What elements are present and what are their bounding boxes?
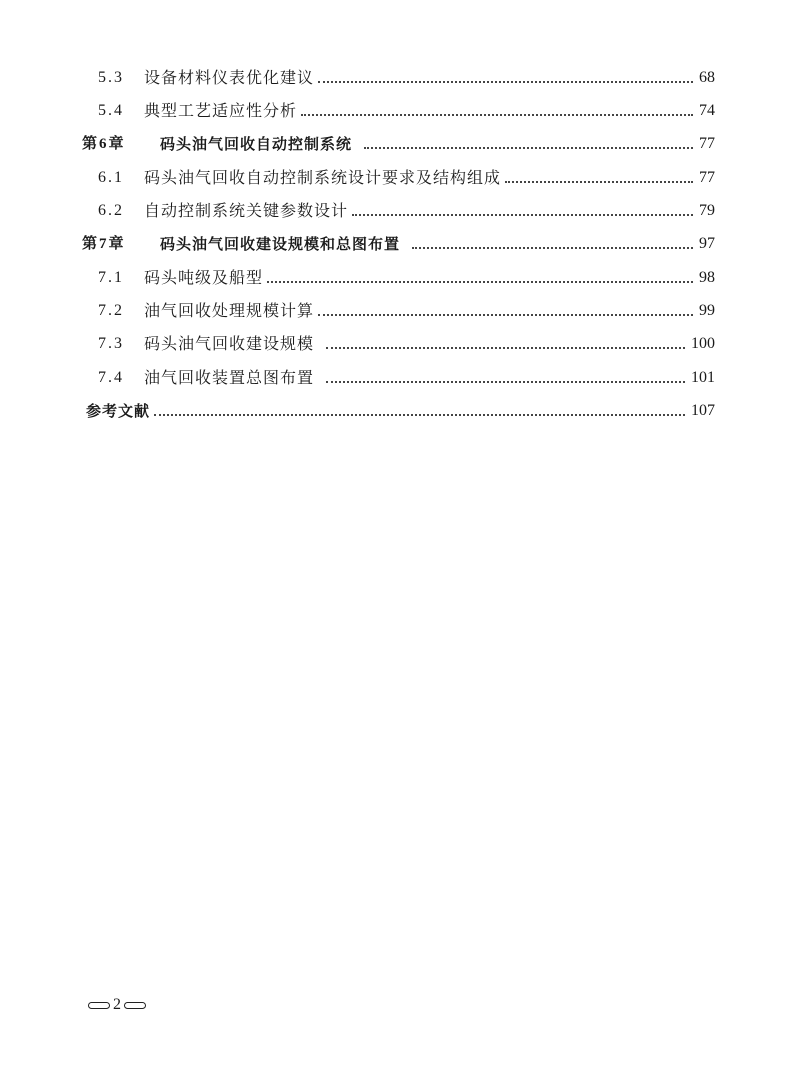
toc-page-number: 68 (699, 69, 715, 86)
toc-number: 7.3 (98, 335, 124, 352)
toc-title: 油气回收处理规模计算 (144, 301, 315, 320)
page-ornament-right-icon (124, 1002, 146, 1009)
page-footer (88, 996, 146, 1014)
dot-leader (267, 281, 693, 283)
toc-entry-5-4[interactable] (98, 95, 715, 121)
toc-page-number: 107 (691, 402, 715, 419)
references-title: 参考文献 (86, 402, 151, 420)
dot-leader (505, 181, 693, 183)
chapter-title: 码头油气回收自动控制系统 (160, 135, 353, 153)
toc-number: 5.3 (98, 69, 124, 86)
toc-title: 油气回收装置总图布置 (144, 368, 315, 387)
toc-entry-references[interactable] (86, 395, 715, 421)
toc-entry-7-1[interactable] (98, 262, 715, 288)
toc-title: 码头吨级及船型 (144, 268, 264, 287)
toc-page-number: 77 (699, 169, 715, 186)
toc-number: 5.4 (98, 102, 124, 119)
toc-title: 自动控制系统关键参数设计 (144, 201, 349, 220)
toc-number: 6.1 (98, 169, 124, 186)
dot-leader (318, 81, 693, 83)
toc-page-number: 77 (699, 135, 715, 152)
chapter-title: 码头油气回收建设规模和总图布置 (160, 235, 401, 253)
chapter-number: 第7章 (82, 236, 126, 252)
toc-entry-7-2[interactable] (98, 295, 715, 321)
toc-entry-6-1[interactable] (98, 162, 715, 188)
toc-title: 码头油气回收建设规模 (144, 334, 315, 353)
toc-page-number: 74 (699, 102, 715, 119)
toc-number: 7.4 (98, 369, 124, 386)
dot-leader (318, 314, 693, 316)
toc-title: 码头油气回收自动控制系统设计要求及结构组成 (144, 168, 502, 187)
dot-leader (364, 147, 693, 149)
dot-leader (326, 347, 685, 349)
toc-entry-chapter-6[interactable] (82, 128, 715, 154)
dot-leader (301, 114, 693, 116)
footer-page-number: 2 (113, 996, 121, 1013)
toc-number: 7.2 (98, 302, 124, 319)
chapter-number: 第6章 (82, 136, 126, 152)
toc-number: 6.2 (98, 202, 124, 219)
dot-leader (412, 247, 693, 249)
toc-title: 设备材料仪表优化建议 (144, 68, 315, 87)
toc-entry-chapter-7[interactable] (82, 228, 715, 254)
dot-leader (352, 214, 693, 216)
toc-page-number: 100 (691, 335, 715, 352)
page-ornament-left-icon (88, 1002, 110, 1009)
toc-page-number: 99 (699, 302, 715, 319)
toc-number: 7.1 (98, 269, 124, 286)
toc-entry-6-2[interactable] (98, 195, 715, 221)
toc-entry-7-4[interactable] (98, 362, 715, 388)
toc-page-number: 98 (699, 269, 715, 286)
dot-leader (326, 381, 685, 383)
toc-entry-5-3[interactable] (98, 62, 715, 88)
toc-page-number: 79 (699, 202, 715, 219)
toc-entry-7-3[interactable] (98, 328, 715, 354)
toc-title: 典型工艺适应性分析 (144, 101, 298, 120)
toc-page-number: 97 (699, 235, 715, 252)
dot-leader (154, 414, 685, 416)
toc-page-number: 101 (691, 369, 715, 386)
